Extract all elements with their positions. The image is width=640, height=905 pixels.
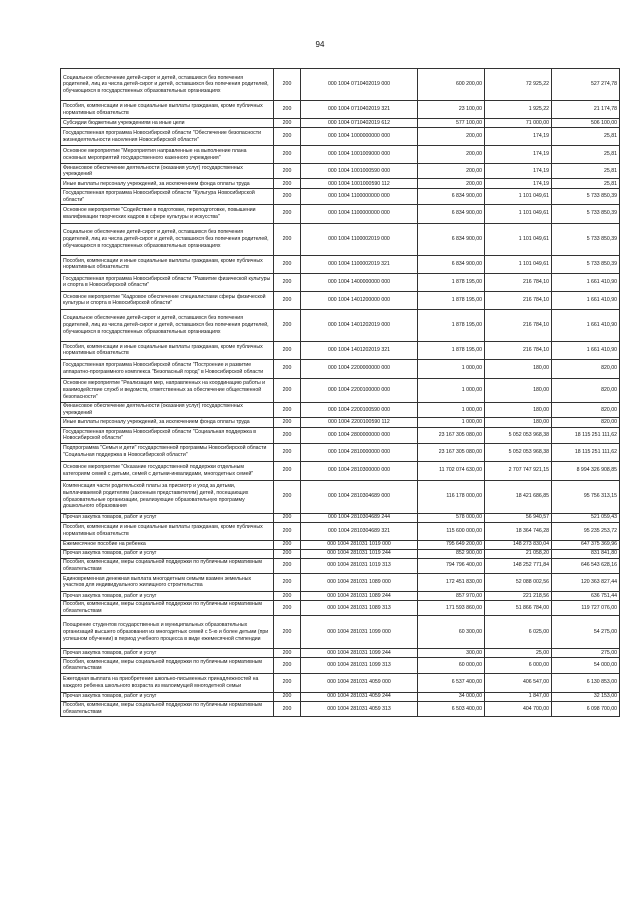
table-row	[61, 164, 620, 179]
row-code: 200	[274, 600, 301, 615]
row-name: Единовременная денежная выплата многодетным семьям взамен земельных участков для индивидуального жилищного строительства	[61, 573, 274, 591]
table-row	[61, 428, 620, 443]
row-kbk: 000 1004 281031 1089 000	[301, 573, 418, 591]
row-remaining: 5 733 850,39	[552, 204, 620, 223]
row-executed: 6 025,00	[485, 616, 552, 649]
row-name: Поощрение студентов государственных и муниципальных образовательных организаций высшего образования из многодетных семей с 5-ю и более детьми (при успешном обучении) в период учебного процесса в виде ежемесячной стипендии	[61, 616, 274, 649]
row-approved: 6 834 900,00	[418, 255, 485, 273]
row-approved: 1 878 195,00	[418, 291, 485, 309]
row-name: Прочая закупка товаров, работ и услуг	[61, 649, 274, 658]
row-executed: 216 784,10	[485, 341, 552, 359]
row-code: 200	[274, 255, 301, 273]
row-executed: 52 088 002,56	[485, 573, 552, 591]
row-code: 200	[274, 309, 301, 341]
row-name: Основное мероприятие "Реализация мер, направленных на координацию работы и взаимодействие служб и ведомств, ответственных за обеспечение общественной безопасности"	[61, 378, 274, 402]
table-row	[61, 402, 620, 417]
row-code: 200	[274, 701, 301, 716]
table-row	[61, 378, 620, 402]
row-name: Социальное обеспечение детей-сирот и детей, оставшихся без попечения родителей, лиц из числа детей-сирот и детей, оставшихся без попечения родителей, обучающихся в государственных образовательных организациях	[61, 309, 274, 341]
row-name: Финансовое обеспечение деятельности (оказания услуг) государственных учреждений	[61, 402, 274, 417]
row-remaining: 6 130 853,00	[552, 673, 620, 692]
row-name: Пособия, компенсации, меры социальной поддержки по публичным нормативным обязательствам	[61, 558, 274, 573]
row-kbk: 000 1004 2810304689 000	[301, 480, 418, 513]
row-kbk: 000 1004 2810300000 000	[301, 461, 418, 480]
row-name: Государственная программа Новосибирской области "Социальная поддержка в Новосибирской области"	[61, 428, 274, 443]
row-name: Основное мероприятие "Кадровое обеспечение специалистами сферы физической культуры и спорта в Новосибирской области"	[61, 291, 274, 309]
row-executed: 216 784,10	[485, 273, 552, 291]
row-approved: 6 537 400,00	[418, 673, 485, 692]
row-kbk: 000 1004 1001000590 112	[301, 179, 418, 189]
row-remaining: 275,00	[552, 649, 620, 658]
row-executed: 1 847,00	[485, 692, 552, 701]
row-remaining: 25,81	[552, 179, 620, 189]
row-code: 200	[274, 522, 301, 540]
row-kbk: 000 1004 1100000000 000	[301, 204, 418, 223]
row-remaining: 1 661 410,90	[552, 309, 620, 341]
row-approved: 795 649 200,00	[418, 540, 485, 549]
table-row	[61, 291, 620, 309]
row-executed: 174,19	[485, 179, 552, 189]
row-approved: 171 593 860,00	[418, 600, 485, 615]
table-row	[61, 513, 620, 522]
row-approved: 600 200,00	[418, 69, 485, 101]
row-approved: 6 834 900,00	[418, 223, 485, 255]
row-kbk: 000 1004 281031 1019 313	[301, 558, 418, 573]
row-remaining: 820,00	[552, 402, 620, 417]
row-kbk: 000 1004 281031 1099 000	[301, 616, 418, 649]
row-executed: 406 547,00	[485, 673, 552, 692]
row-remaining: 54 275,00	[552, 616, 620, 649]
table-row	[61, 146, 620, 164]
row-code: 200	[274, 673, 301, 692]
row-remaining: 5 733 850,39	[552, 255, 620, 273]
row-name: Подпрограмма "Семья и дети" государственной программы Новосибирской области "Социальная поддержка в Новосибирской области"	[61, 443, 274, 461]
row-executed: 1 925,22	[485, 101, 552, 119]
row-code: 200	[274, 558, 301, 573]
row-approved: 1 000,00	[418, 418, 485, 428]
row-remaining: 21 174,78	[552, 101, 620, 119]
table-row	[61, 540, 620, 549]
row-name: Пособия, компенсации, меры социальной поддержки по публичным нормативным обязательствам	[61, 701, 274, 716]
row-executed: 5 052 053 968,38	[485, 443, 552, 461]
row-code: 200	[274, 649, 301, 658]
row-approved: 1 878 195,00	[418, 341, 485, 359]
row-approved: 60 000,00	[418, 658, 485, 673]
row-code: 200	[274, 119, 301, 128]
row-name: Государственная программа Новосибирской области "Развитие физической культуры и спорта в Новосибирской области"	[61, 273, 274, 291]
row-code: 200	[274, 179, 301, 189]
row-kbk: 000 1004 2200100590 000	[301, 402, 418, 417]
row-executed: 174,19	[485, 164, 552, 179]
row-remaining: 25,81	[552, 164, 620, 179]
row-remaining: 521 059,43	[552, 513, 620, 522]
table-row	[61, 309, 620, 341]
row-approved: 578 000,00	[418, 513, 485, 522]
row-executed: 174,19	[485, 128, 552, 146]
row-remaining: 527 274,78	[552, 69, 620, 101]
row-kbk: 000 1004 281031 1099 244	[301, 649, 418, 658]
row-remaining: 506 100,00	[552, 119, 620, 128]
row-remaining: 820,00	[552, 359, 620, 378]
table-row	[61, 223, 620, 255]
row-approved: 857 970,00	[418, 591, 485, 600]
row-approved: 852 900,00	[418, 549, 485, 558]
row-executed: 51 866 784,00	[485, 600, 552, 615]
row-code: 200	[274, 101, 301, 119]
row-approved: 11 702 074 630,00	[418, 461, 485, 480]
row-kbk: 000 1004 281031 1099 313	[301, 658, 418, 673]
row-code: 200	[274, 69, 301, 101]
row-name: Пособия, компенсации и иные социальные выплаты гражданам, кроме публичных нормативных обязательств	[61, 341, 274, 359]
row-code: 200	[274, 341, 301, 359]
row-code: 200	[274, 291, 301, 309]
row-name: Основное мероприятие "Мероприятия направленные на выполнение плана основных мероприятий государственного казенного учреждения"	[61, 146, 274, 164]
row-name: Финансовое обеспечение деятельности (оказания услуг) государственных учреждений	[61, 164, 274, 179]
row-kbk: 000 1004 1001000590 000	[301, 164, 418, 179]
table-row	[61, 649, 620, 658]
row-kbk: 000 1004 1001009000 000	[301, 146, 418, 164]
table-row	[61, 273, 620, 291]
table-row	[61, 701, 620, 716]
row-kbk: 000 1004 1100002019 321	[301, 255, 418, 273]
table-row	[61, 101, 620, 119]
row-executed: 148 273 830,04	[485, 540, 552, 549]
row-executed: 25,00	[485, 649, 552, 658]
row-name: Прочая закупка товаров, работ и услуг	[61, 549, 274, 558]
row-approved: 23 100,00	[418, 101, 485, 119]
row-kbk: 000 1004 0710402019 000	[301, 69, 418, 101]
row-name: Основное мероприятие "Содействие в подготовке, переподготовке, повышении квалификации творческих кадров в сфере культуры и искусства"	[61, 204, 274, 223]
row-executed: 404 700,00	[485, 701, 552, 716]
row-code: 200	[274, 549, 301, 558]
row-code: 200	[274, 402, 301, 417]
row-kbk: 000 1004 0710402019 612	[301, 119, 418, 128]
row-approved: 577 100,00	[418, 119, 485, 128]
row-kbk: 000 1004 281031 4059 313	[301, 701, 418, 716]
row-remaining: 54 000,00	[552, 658, 620, 673]
row-kbk: 000 1004 281031 4059 244	[301, 692, 418, 701]
row-executed: 21 058,20	[485, 549, 552, 558]
row-code: 200	[274, 480, 301, 513]
table-row	[61, 359, 620, 378]
row-kbk: 000 1004 281031 1089 244	[301, 591, 418, 600]
row-remaining: 18 115 251 111,62	[552, 443, 620, 461]
row-executed: 56 940,57	[485, 513, 552, 522]
row-name: Основное мероприятие "Оказание государственной поддержки отдельным категориям семей с детьми, семей с детьми-инвалидами, многодетных семей"	[61, 461, 274, 480]
row-name: Государственная программа Новосибирской области "Обеспечение безопасности жизнедеятельности населения Новосибирской области"	[61, 128, 274, 146]
row-name: Пособия, компенсации и иные социальные выплаты гражданам, кроме публичных нормативных обязательств	[61, 255, 274, 273]
row-kbk: 000 1004 1000000000 000	[301, 128, 418, 146]
row-approved: 6 834 900,00	[418, 189, 485, 204]
row-executed: 72 925,22	[485, 69, 552, 101]
row-executed: 1 101 049,61	[485, 189, 552, 204]
row-code: 200	[274, 658, 301, 673]
row-code: 200	[274, 540, 301, 549]
row-code: 200	[274, 443, 301, 461]
row-code: 200	[274, 692, 301, 701]
row-kbk: 000 1004 1400000000 000	[301, 273, 418, 291]
table-row	[61, 549, 620, 558]
row-executed: 174,19	[485, 146, 552, 164]
row-remaining: 119 727 076,00	[552, 600, 620, 615]
row-executed: 71 000,00	[485, 119, 552, 128]
row-remaining: 1 661 410,90	[552, 341, 620, 359]
row-name: Социальное обеспечение детей-сирот и детей, оставшихся без попечения родителей, лиц из числа детей-сирот и детей, оставшихся без попечения родителей, обучающихся в государственных образовательных организациях	[61, 223, 274, 255]
row-kbk: 000 1004 2800000000 000	[301, 428, 418, 443]
table-row	[61, 591, 620, 600]
row-code: 200	[274, 204, 301, 223]
table-row	[61, 443, 620, 461]
row-remaining: 6 098 700,00	[552, 701, 620, 716]
row-remaining: 32 153,00	[552, 692, 620, 701]
row-remaining: 120 363 827,44	[552, 573, 620, 591]
row-code: 200	[274, 378, 301, 402]
row-remaining: 1 661 410,90	[552, 291, 620, 309]
row-code: 200	[274, 146, 301, 164]
row-kbk: 000 1004 2810304689 244	[301, 513, 418, 522]
row-executed: 180,00	[485, 402, 552, 417]
table-body	[61, 69, 620, 717]
row-remaining: 831 841,80	[552, 549, 620, 558]
row-name: Ежегодная выплата на приобретение школьно-письменных принадлежностей на каждого ребенка школьного возраста из малоимущей многодетной семьи	[61, 673, 274, 692]
table-row	[61, 69, 620, 101]
budget-execution-table	[60, 68, 620, 717]
row-approved: 172 451 830,00	[418, 573, 485, 591]
row-remaining: 95 756 313,15	[552, 480, 620, 513]
row-name: Иные выплаты персоналу учреждений, за исключением фонда оплаты труда	[61, 179, 274, 189]
table-row	[61, 522, 620, 540]
table-row	[61, 673, 620, 692]
row-name: Пособия, компенсации, меры социальной поддержки по публичным нормативным обязательствам	[61, 658, 274, 673]
table-row	[61, 600, 620, 615]
row-kbk: 000 1004 2810000000 000	[301, 443, 418, 461]
row-remaining: 18 115 251 111,62	[552, 428, 620, 443]
row-kbk: 000 1004 1401202019 321	[301, 341, 418, 359]
row-approved: 116 178 000,00	[418, 480, 485, 513]
row-remaining: 636 751,44	[552, 591, 620, 600]
row-executed: 6 000,00	[485, 658, 552, 673]
table-row	[61, 573, 620, 591]
row-kbk: 000 1004 0710402019 321	[301, 101, 418, 119]
row-name: Прочая закупка товаров, работ и услуг	[61, 513, 274, 522]
row-executed: 216 784,10	[485, 291, 552, 309]
table-row	[61, 418, 620, 428]
page-number: 94	[315, 40, 325, 49]
row-kbk: 000 1004 1401200000 000	[301, 291, 418, 309]
row-kbk: 000 1004 1100002019 000	[301, 223, 418, 255]
row-executed: 1 101 049,61	[485, 223, 552, 255]
row-name: Прочая закупка товаров, работ и услуг	[61, 692, 274, 701]
table-row	[61, 658, 620, 673]
row-approved: 23 167 305 080,00	[418, 428, 485, 443]
row-remaining: 5 733 850,39	[552, 223, 620, 255]
row-executed: 180,00	[485, 359, 552, 378]
row-executed: 18 364 746,28	[485, 522, 552, 540]
row-name: Компенсация части родительской платы за присмотр и уход за детьми, выплачиваемой родителям (законным представителям) детей, посещающих образовательные организации, реализующие образовательную программу дошкольного образования	[61, 480, 274, 513]
row-remaining: 25,81	[552, 146, 620, 164]
row-approved: 200,00	[418, 179, 485, 189]
row-code: 200	[274, 359, 301, 378]
row-approved: 6 834 900,00	[418, 204, 485, 223]
row-remaining: 8 994 326 908,85	[552, 461, 620, 480]
row-executed: 180,00	[485, 378, 552, 402]
row-name: Пособия, компенсации, меры социальной поддержки по публичным нормативным обязательствам	[61, 600, 274, 615]
row-kbk: 000 1004 2200000000 000	[301, 359, 418, 378]
row-code: 200	[274, 513, 301, 522]
row-executed: 2 707 747 921,15	[485, 461, 552, 480]
row-executed: 1 101 049,61	[485, 255, 552, 273]
row-code: 200	[274, 573, 301, 591]
table-row	[61, 558, 620, 573]
row-executed: 180,00	[485, 418, 552, 428]
row-approved: 23 167 305 080,00	[418, 443, 485, 461]
row-remaining: 5 733 850,39	[552, 189, 620, 204]
row-code: 200	[274, 273, 301, 291]
row-kbk: 000 1004 2200100000 000	[301, 378, 418, 402]
row-kbk: 000 1004 281031 1089 313	[301, 600, 418, 615]
row-approved: 794 796 400,00	[418, 558, 485, 573]
row-name: Иные выплаты персоналу учреждений, за исключением фонда оплаты труда	[61, 418, 274, 428]
row-executed: 148 252 771,84	[485, 558, 552, 573]
row-kbk: 000 1004 1100000000 000	[301, 189, 418, 204]
row-kbk: 000 1004 281031 4059 000	[301, 673, 418, 692]
row-executed: 221 218,56	[485, 591, 552, 600]
row-remaining: 820,00	[552, 418, 620, 428]
table-row	[61, 616, 620, 649]
row-name: Государственная программа Новосибирской области "Построение и развитие аппаратно-программного комплекса "Безопасный город" в Новосибирской области	[61, 359, 274, 378]
row-executed: 1 101 049,61	[485, 204, 552, 223]
row-name: Пособия, компенсации и иные социальные выплаты гражданам, кроме публичных нормативных обязательств	[61, 101, 274, 119]
row-name: Ежемесячное пособие на ребенка	[61, 540, 274, 549]
table-row	[61, 692, 620, 701]
row-code: 200	[274, 223, 301, 255]
table-row	[61, 341, 620, 359]
row-remaining: 820,00	[552, 378, 620, 402]
table-row	[61, 179, 620, 189]
row-name: Субсидии бюджетным учреждениям на иные цели	[61, 119, 274, 128]
row-approved: 1 000,00	[418, 402, 485, 417]
row-code: 200	[274, 461, 301, 480]
row-approved: 6 503 400,00	[418, 701, 485, 716]
row-remaining: 95 235 253,72	[552, 522, 620, 540]
row-approved: 115 600 000,00	[418, 522, 485, 540]
row-kbk: 000 1004 281031 1019 244	[301, 549, 418, 558]
row-remaining: 25,81	[552, 128, 620, 146]
row-kbk: 000 1004 2200100590 112	[301, 418, 418, 428]
row-code: 200	[274, 428, 301, 443]
table-row	[61, 204, 620, 223]
row-approved: 1 000,00	[418, 359, 485, 378]
row-approved: 300,00	[418, 649, 485, 658]
row-kbk: 000 1004 281031 1019 000	[301, 540, 418, 549]
row-executed: 216 784,10	[485, 309, 552, 341]
row-kbk: 000 1004 1401202019 000	[301, 309, 418, 341]
table-row	[61, 189, 620, 204]
row-code: 200	[274, 189, 301, 204]
row-approved: 1 000,00	[418, 378, 485, 402]
row-kbk: 000 1004 2810304689 321	[301, 522, 418, 540]
row-code: 200	[274, 591, 301, 600]
row-name: Пособия, компенсации и иные социальные выплаты гражданам, кроме публичных нормативных обязательств	[61, 522, 274, 540]
row-remaining: 647 375 369,96	[552, 540, 620, 549]
row-approved: 200,00	[418, 128, 485, 146]
row-approved: 60 300,00	[418, 616, 485, 649]
row-code: 200	[274, 616, 301, 649]
row-approved: 200,00	[418, 164, 485, 179]
row-code: 200	[274, 128, 301, 146]
row-code: 200	[274, 164, 301, 179]
table-row	[61, 119, 620, 128]
row-executed: 18 421 686,85	[485, 480, 552, 513]
row-remaining: 1 661 410,90	[552, 273, 620, 291]
table-row	[61, 480, 620, 513]
table-row	[61, 128, 620, 146]
row-remaining: 646 543 628,16	[552, 558, 620, 573]
row-executed: 5 052 053 968,38	[485, 428, 552, 443]
table-row	[61, 461, 620, 480]
row-name: Прочая закупка товаров, работ и услуг	[61, 591, 274, 600]
row-code: 200	[274, 418, 301, 428]
row-approved: 1 878 195,00	[418, 273, 485, 291]
table-row	[61, 255, 620, 273]
row-approved: 34 000,00	[418, 692, 485, 701]
row-approved: 200,00	[418, 146, 485, 164]
row-name: Государственная программа Новосибирской области "Культура Новосибирской области"	[61, 189, 274, 204]
row-name: Социальное обеспечение детей-сирот и детей, оставшихся без попечения родителей, лиц из числа детей-сирот и детей, оставшихся без попечения родителей, обучающихся в государственных образовательных организациях	[61, 69, 274, 101]
row-approved: 1 878 195,00	[418, 309, 485, 341]
